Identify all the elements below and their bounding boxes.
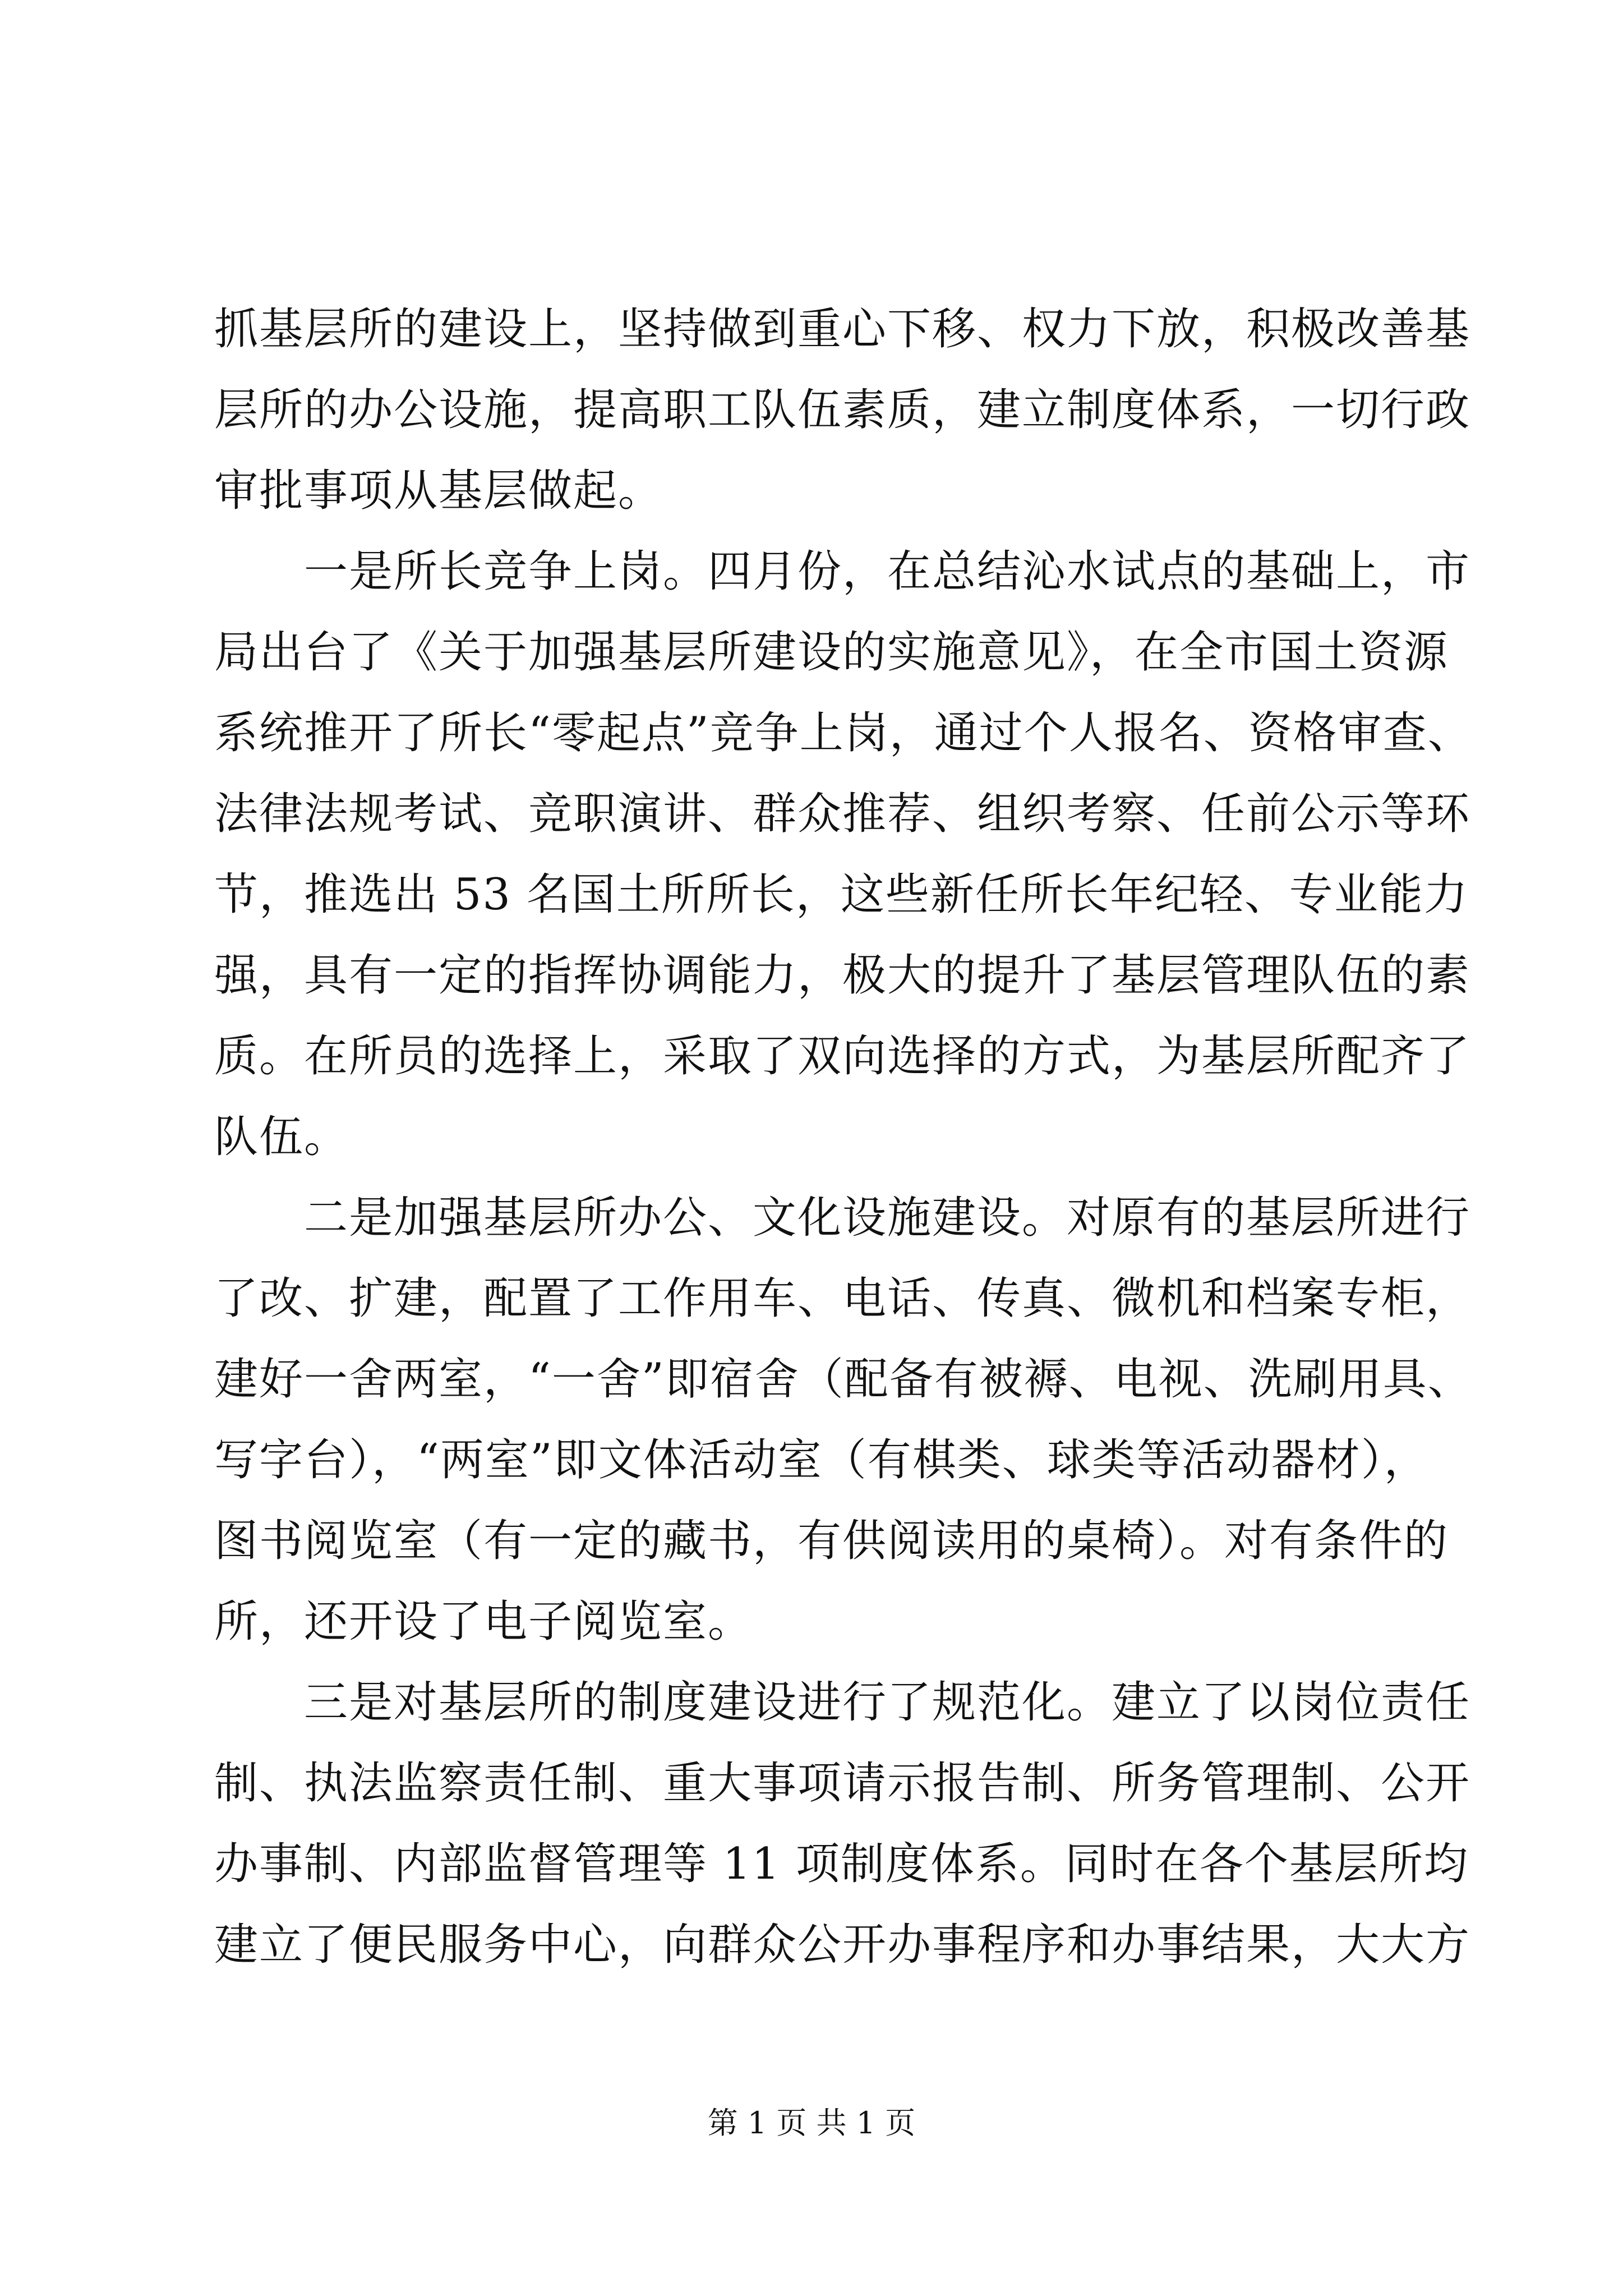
text-line: 局出台了《关于加强基层所建设的实施意见》，在全市国土资源 <box>214 627 1449 678</box>
text-line: 节，推选出 53 名国土所所长，这些新任所长年纪轻、专业能力 <box>214 869 1469 920</box>
text-line: 三是对基层所的制度建设进行了规范化。建立了以岗位责任 <box>304 1677 1471 1728</box>
text-line: 所，还开设了电子阅览室。 <box>214 1596 753 1647</box>
text-line: 队伍。 <box>214 1112 349 1162</box>
paragraph-1 <box>214 289 1471 531</box>
paragraph-2 <box>214 531 1473 1177</box>
text-line: 强，具有一定的指挥协调能力，极大的提升了基层管理队伍的素 <box>214 950 1471 1001</box>
text-line: 层所的办公设施，提高职工队伍素质，建立制度体系，一切行政 <box>214 385 1471 435</box>
text-line: 建好一舍两室，“一舍”即宿舍（配备有被褥、电视、洗刷用具、 <box>214 1354 1473 1405</box>
text-line: 审批事项从基层做起。 <box>214 466 663 516</box>
text-line: 建立了便民服务中心，向群众公开办事程序和办事结果，大大方 <box>214 1920 1471 1970</box>
text-line: 法律法规考试、竞职演讲、群众推荐、组织考察、任前公示等环 <box>214 789 1471 839</box>
text-line: 系统推开了所长“零起点”竞争上岗，通过个人报名、资格审查、 <box>214 708 1473 758</box>
text-line: 抓基层所的建设上，坚持做到重心下移、权力下放，积极改善基 <box>214 304 1471 355</box>
page-footer: 第 1 页 共 1 页 <box>707 2105 916 2141</box>
text-line: 了改、扩建，配置了工作用车、电话、传真、微机和档案专柜， <box>214 1273 1471 1324</box>
text-line: 制、执法监察责任制、重大事项请示报告制、所务管理制、公开 <box>214 1758 1471 1809</box>
text-line: 质。在所员的选择上，采取了双向选择的方式，为基层所配齐了 <box>214 1031 1471 1082</box>
document-body <box>214 289 1473 1985</box>
text-line: 写字台），“两室”即文体活动室（有棋类、球类等活动器材）， <box>214 1435 1429 1485</box>
text-line: 图书阅览室（有一定的藏书，有供阅读用的桌椅）。对有条件的 <box>214 1516 1449 1566</box>
paragraph-4 <box>214 1662 1471 1985</box>
text-line: 办事制、内部监督管理等 11 项制度体系。同时在各个基层所均 <box>214 1839 1469 1889</box>
text-line: 一是所长竞争上岗。四月份，在总结沁水试点的基础上，市 <box>304 546 1471 597</box>
text-line: 二是加强基层所办公、文化设施建设。对原有的基层所进行 <box>304 1193 1471 1243</box>
paragraph-3 <box>214 1177 1473 1662</box>
